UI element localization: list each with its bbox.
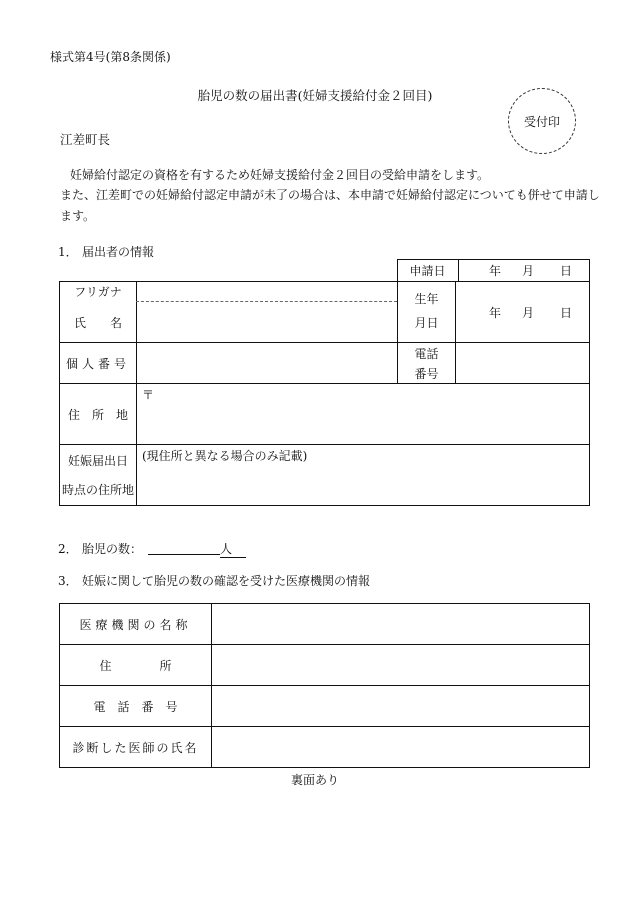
section-1-heading: [58, 243, 154, 260]
birthdate-label-line1: 生年: [414, 291, 439, 306]
institution-phone-label: 電 話 番 号: [93, 699, 178, 714]
section-3-title: 妊娠に関して胎児の数の確認を受けた医療機関の情報: [82, 574, 371, 588]
application-date-month[interactable]: 月: [521, 264, 534, 278]
phone-field[interactable]: [456, 343, 589, 383]
pregnancy-address-label-line1: 妊娠届出日: [67, 453, 128, 468]
doctor-name-field[interactable]: [212, 727, 589, 767]
name-label: 氏 名: [73, 315, 122, 330]
intro-line-2: また、江差町での妊婦給付認定申請が未了の場合は、本申請で妊婦給付認定についても併せて申請し: [60, 188, 600, 202]
section-3-heading: [58, 572, 370, 589]
application-date-year[interactable]: 年: [488, 264, 501, 278]
stamp-label: 受付印: [523, 114, 560, 129]
institution-phone-field[interactable]: [212, 686, 589, 726]
doctor-name-label: 診断した医師の氏名: [72, 740, 199, 755]
reception-stamp-area: [508, 88, 576, 154]
section-2-number: 2．: [58, 542, 78, 556]
phone-label-line1: 電話: [414, 346, 439, 361]
application-date-label: 申請日: [409, 264, 446, 278]
reverse-side-note: 裏面あり: [290, 773, 339, 787]
phone-label-line2: 番号: [414, 366, 439, 381]
pregnancy-address-note: (現住所と異なる場合のみ記載): [142, 449, 308, 463]
form-number: 様式第4号(第8条関係): [50, 50, 171, 64]
institution-address-field[interactable]: [212, 645, 589, 685]
pregnancy-address-field[interactable]: [142, 447, 582, 501]
personal-number-field[interactable]: [137, 343, 396, 383]
postal-mark: 〒: [142, 388, 155, 402]
application-date-day[interactable]: 日: [559, 264, 572, 278]
section-3-number: 3．: [58, 574, 78, 588]
birthdate-month[interactable]: 月: [521, 305, 534, 320]
name-field[interactable]: [137, 302, 396, 342]
addressee: 江差町長: [60, 132, 111, 147]
furigana-field[interactable]: [137, 282, 396, 301]
intro-line-3: ます。: [60, 209, 96, 223]
fetus-count-row: [58, 540, 246, 558]
birthdate-year[interactable]: 年: [488, 305, 501, 320]
birthdate-day[interactable]: 日: [559, 305, 572, 320]
address-field[interactable]: [142, 386, 582, 442]
institution-name-label: 医療機関の名称: [79, 617, 192, 632]
intro-line-1: 妊婦給付認定の資格を有するため妊婦支援給付金２回目の受給申請をします。: [70, 168, 490, 182]
address-label: 住 所 地: [67, 407, 128, 422]
institution-address-label: 住 所: [99, 658, 172, 673]
personal-number-label: 個人番号: [65, 356, 130, 371]
fetus-count-field[interactable]: [148, 542, 220, 555]
pregnancy-address-label-line2: 時点の住所地: [61, 482, 134, 497]
fetus-count-label: 胎児の数：: [82, 542, 143, 556]
section-1-title: 届出者の情報: [82, 245, 155, 259]
fetus-count-unit: 人: [220, 540, 246, 558]
section-1-number: 1．: [58, 245, 78, 259]
birthdate-label-line2: 月日: [414, 315, 439, 330]
document-title: 胎児の数の届出書(妊婦支援給付金２回目): [197, 88, 433, 103]
furigana-label: フリガナ: [74, 285, 122, 299]
institution-name-field[interactable]: [212, 604, 589, 644]
